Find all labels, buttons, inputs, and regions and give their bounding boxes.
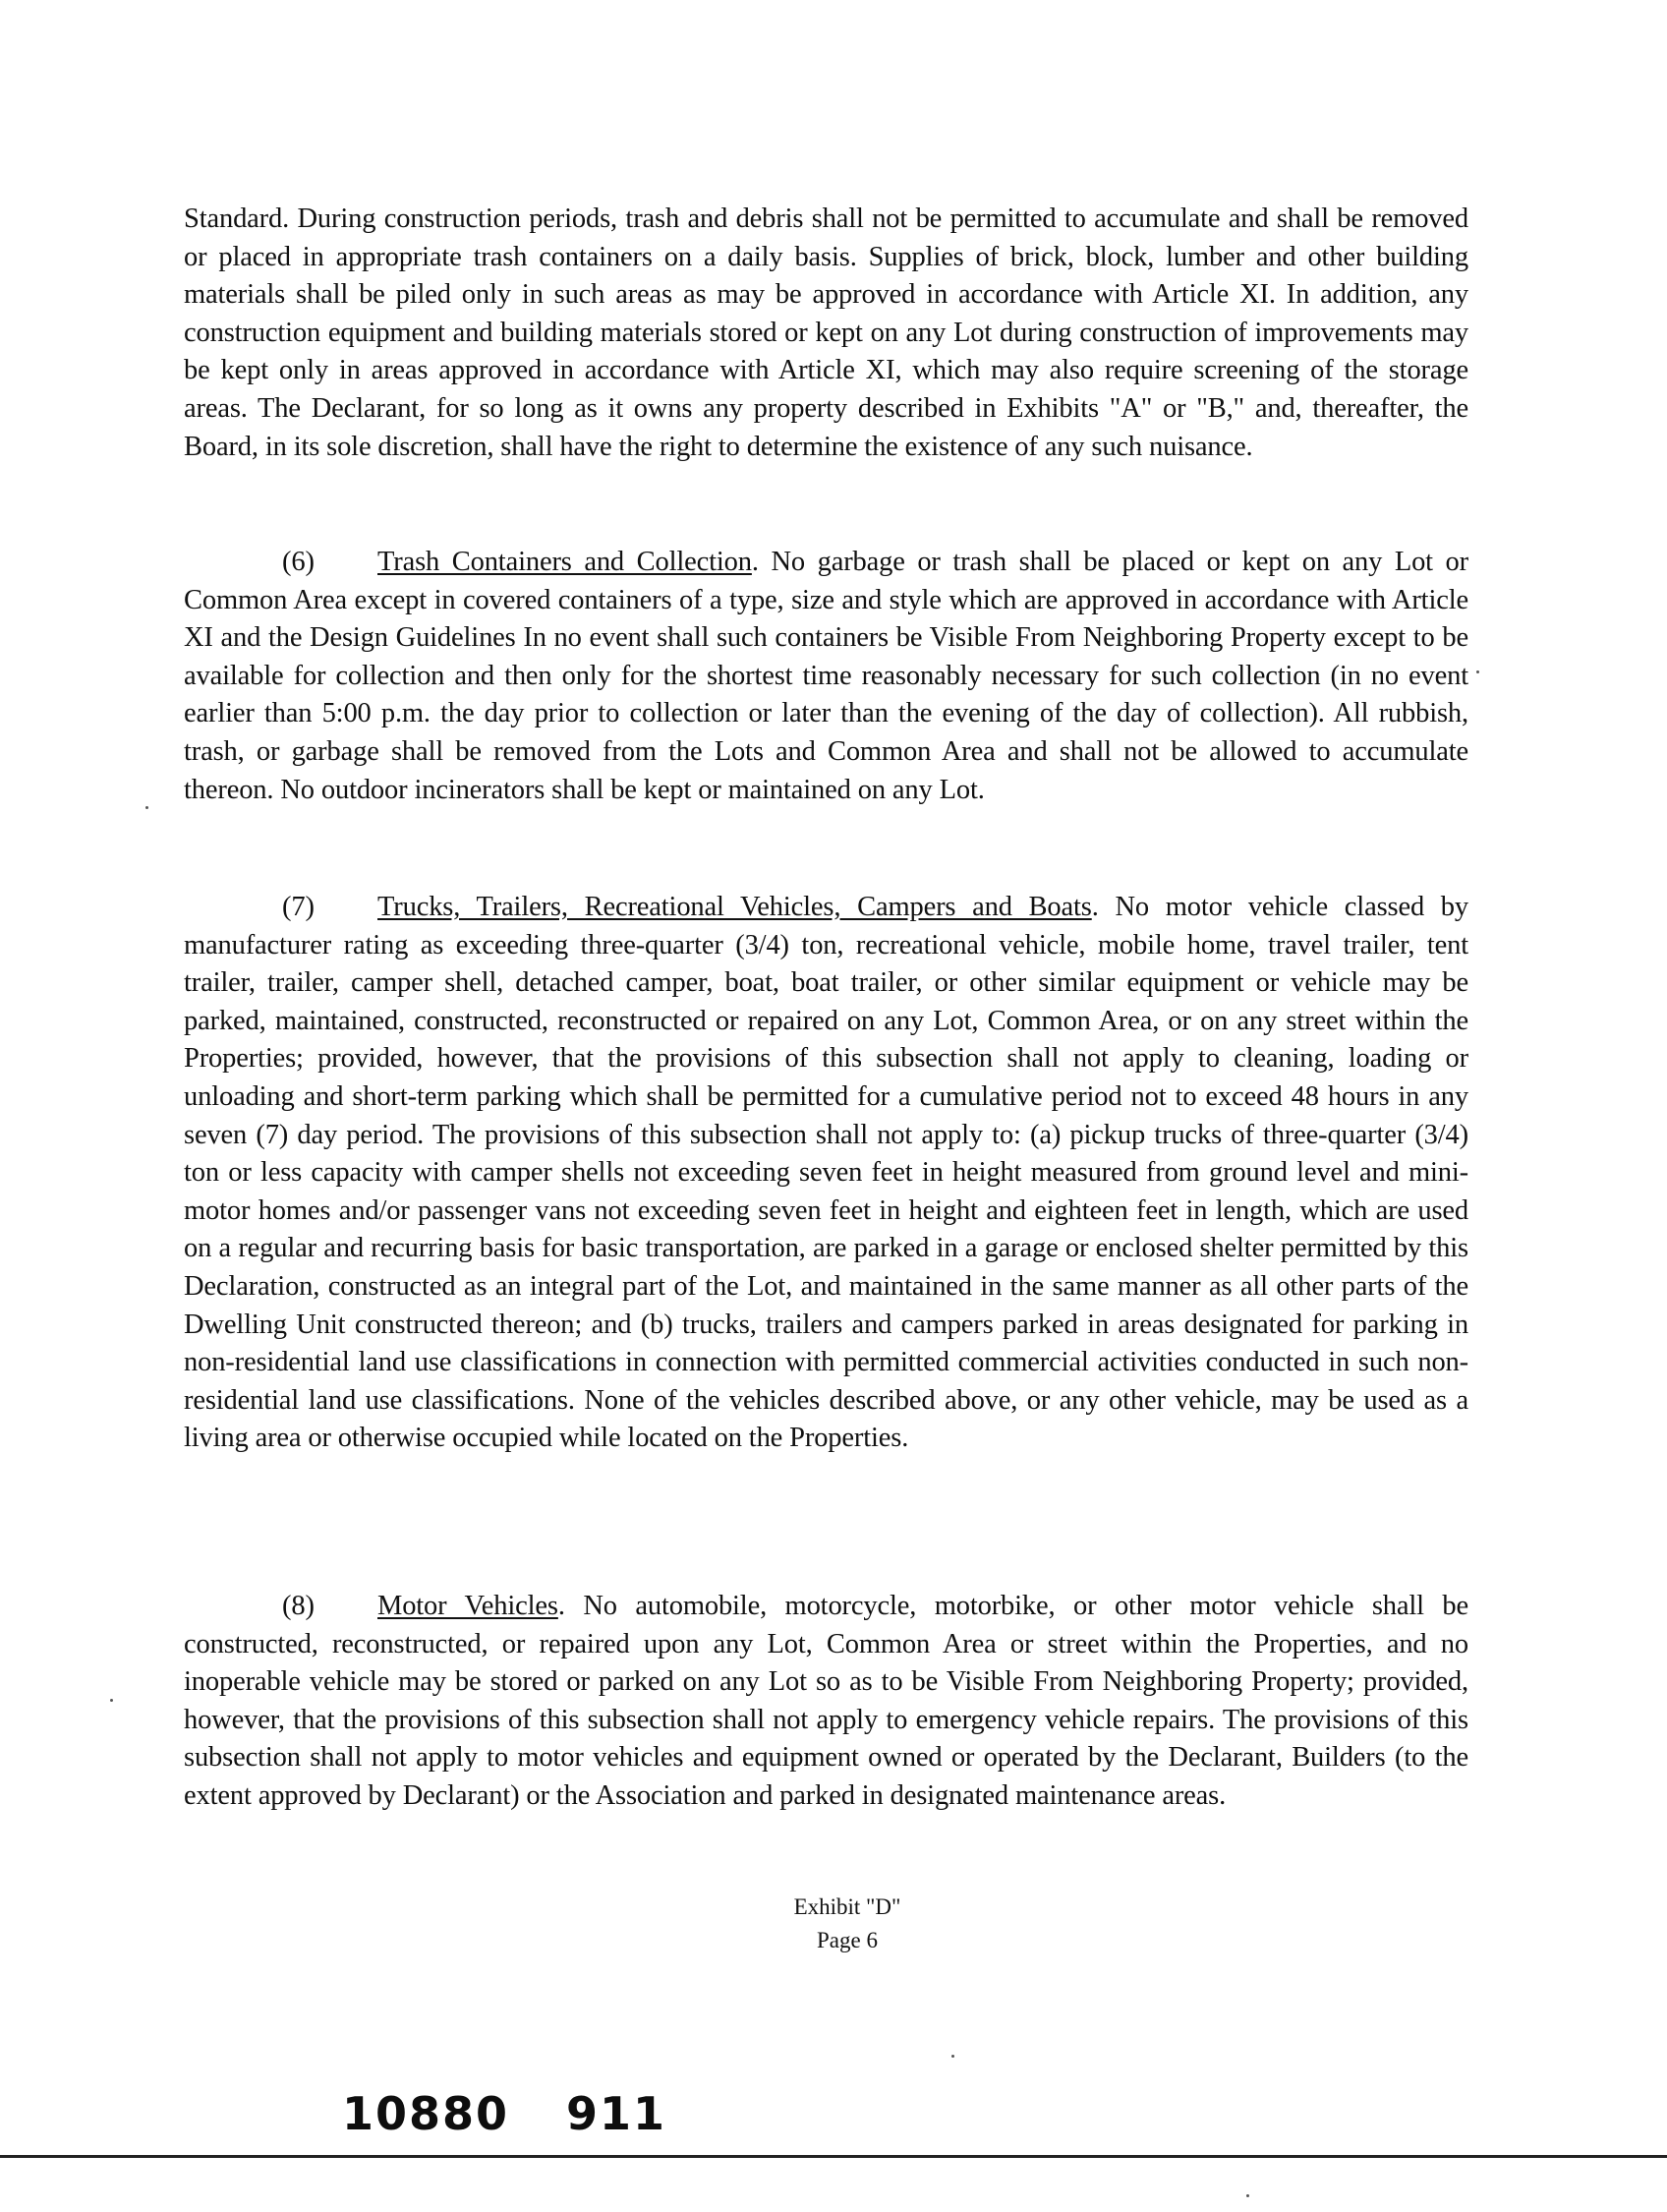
section-7-title: Trucks, Trailers, Recreational Vehicles, Campers and Boats xyxy=(377,892,1092,922)
section-8-paragraph xyxy=(184,1588,1468,1816)
scan-speck xyxy=(1246,2194,1249,2197)
section-6-title: Trash Containers and Collection xyxy=(377,547,752,577)
page-number: Page 6 xyxy=(817,1928,878,1952)
recording-stamp xyxy=(342,2087,666,2140)
section-6-number: (6) xyxy=(282,547,315,577)
section-7-text: . No motor vehicle classed by manufacturer rating as exceeding three-quarter (3/4) ton, recreational vehicle, mobile home, travel trailer, tent trailer, trailer, camper shell, detached camper, boat, boat trailer, or other similar equipment or vehicle may be parked, maintained, constructed, reconstructed or repaired on any Lot, Common Area, or on any street within the Properties; provided, however, that the provisions of this subsection shall not apply to cleaning, loading or unloading and short-term parking which shall be permitted for a cumulative period not to exceed 48 hours in any seven (7) day period. The provisions of this subsection shall not apply to: (a) pickup trucks of three-quarter (3/4) ton or less capacity with camper shells not exceeding seven feet in height measured from ground level and mini-motor homes and/or passenger vans not exceeding seven feet in height and eighteen feet in length, which are used on a regular and recurring basis for basic transportation, are parked in a garage or enclosed shelter permitted by this Declaration, constructed as an integral part of the Lot, and maintained in the same manner as all other parts of the Dwelling Unit constructed thereon; and (b) trucks, trailers and campers parked in areas designated for parking in non-residential land use classifications in connection with permitted commercial activities conducted in such non-residential land use classifications. None of the vehicles described above, or any other vehicle, may be used as a living area or otherwise occupied while located on the Properties. xyxy=(184,892,1468,1454)
section-7-number: (7) xyxy=(282,892,315,922)
recording-page-number: 911 xyxy=(566,2087,667,2140)
section-8-number: (8) xyxy=(282,1591,315,1621)
section-6-text: . No garbage or trash shall be placed or kept on any Lot or Common Area except in covered containers of a type, size and style which are approved in accordance with Article XI and the Design Guidelines In no event shall such containers be Visible From Neighboring Property except to be available for collection and then only for the shortest time reasonably necessary for such collection (in no event earlier than 5:00 p.m. the day prior to collection or later than the evening of the day of collection). All rubbish, trash, or garbage shall be removed from the Lots and Common Area and shall not be allowed to accumulate thereon. No outdoor incinerators shall be kept or maintained on any Lot. xyxy=(184,547,1468,805)
section-8-title: Motor Vehicles xyxy=(377,1591,558,1621)
scan-speck xyxy=(1476,670,1479,673)
intro-paragraph: Standard. During construction periods, trash and debris shall not be permitted to accumulate and shall be removed or placed in appropriate trash containers on a daily basis. Supplies of brick, block, lumber and other building materials shall be piled only in such areas as may be approved in accordance with Article XI. In addition, any construction equipment and building materials stored or kept on any Lot during construction of improvements may be kept only in areas approved in accordance with Article XI, which may also require screening of the storage areas. The Declarant, for so long as it owns any property described in Exhibits "A" or "B," and, thereafter, the Board, in its sole discretion, shall have the right to determine the existence of any such nuisance. xyxy=(184,204,1468,462)
section-6-paragraph xyxy=(184,544,1468,809)
section-8-text: . No automobile, motorcycle, motorbike, or other motor vehicle shall be constructed, reconstructed, or repaired upon any Lot, Common Area or street within the Properties, and no inoperable vehicle may be stored or parked on any Lot so as to be Visible From Neighboring Property; provided, however, that the provisions of this subsection shall not apply to emergency vehicle repairs. The provisions of this subsection shall not apply to motor vehicles and equipment owned or operated by the Declarant, Builders (to the extent approved by Declarant) or the Association and parked in designated maintenance areas. xyxy=(184,1591,1468,1811)
scan-speck xyxy=(110,1699,113,1702)
section-7-paragraph xyxy=(184,889,1468,1458)
scan-speck xyxy=(145,806,148,809)
exhibit-label: Exhibit "D" xyxy=(793,1894,901,1919)
page-footer xyxy=(0,1891,1667,1957)
bottom-rule xyxy=(0,2155,1667,2158)
scan-speck xyxy=(951,2055,954,2058)
recording-book-number: 10880 xyxy=(342,2087,510,2140)
